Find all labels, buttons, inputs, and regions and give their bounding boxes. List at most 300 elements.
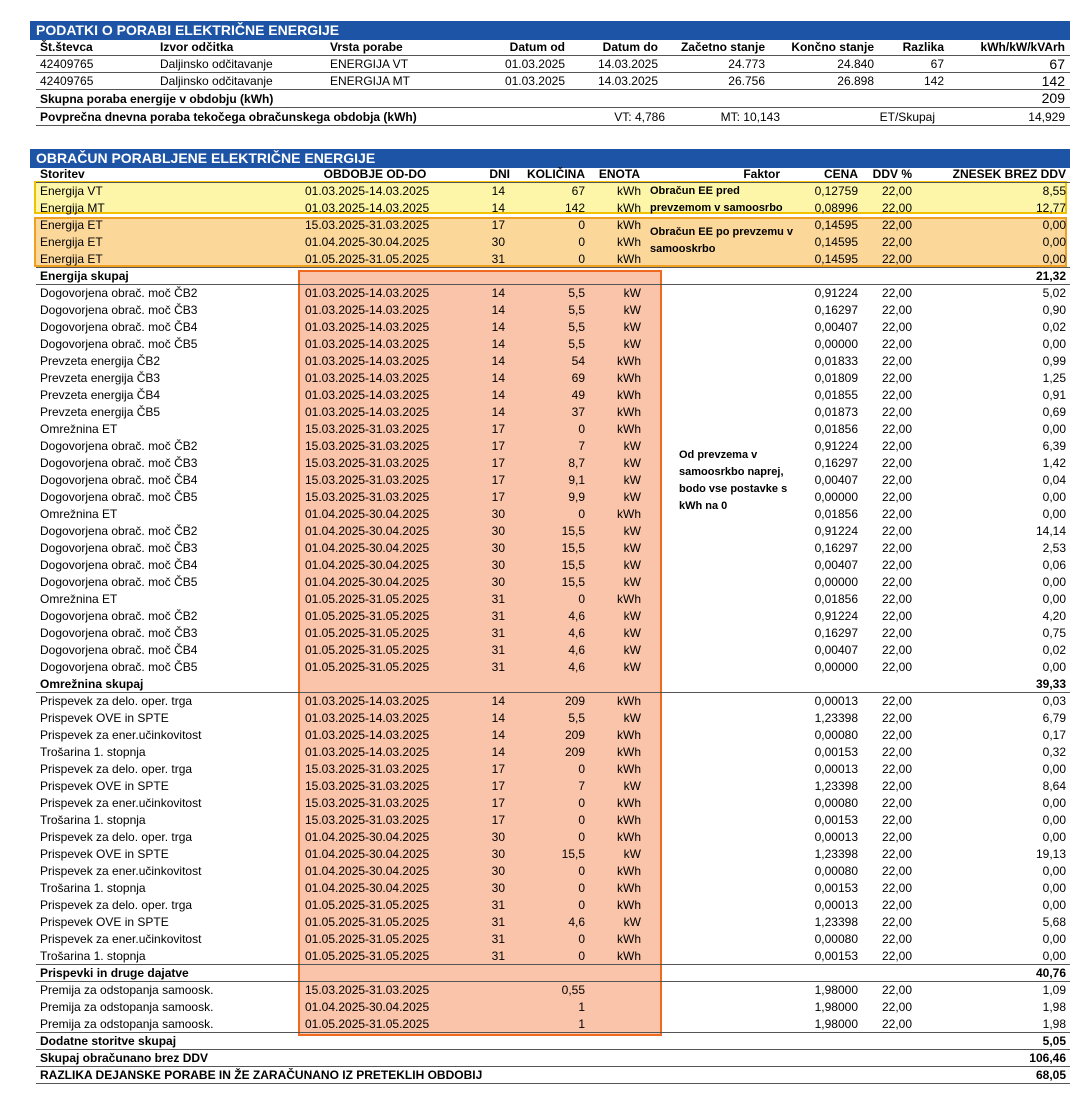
service-name: Dogovorjena obrač. moč ČB2 [40,524,198,538]
table-cell: 15,5 [561,524,585,538]
table-cell: 01.04.2025-30.04.2025 [305,575,430,589]
table-cell: 1,98000 [814,1000,858,1014]
table-cell: 22,00 [881,983,912,997]
table-cell: 30 [491,830,505,844]
table-cell: 0,00013 [814,762,858,776]
table-cell: 7 [578,779,585,793]
table-cell: 4,6 [568,643,585,657]
amount-cell: 1,98 [1042,1000,1066,1014]
table-cell: 209 [564,728,585,742]
col-header: DNI [489,167,510,181]
table-cell: 209 [564,745,585,759]
amount-cell: 0,00 [1042,507,1066,521]
table-cell: 0,14595 [814,218,858,232]
table-cell: 22,00 [881,745,912,759]
amount-cell: 0,00 [1042,592,1066,606]
service-name: Prevzeta energija ČB5 [40,405,161,419]
table-cell: 0,55 [561,983,585,997]
table-cell: 22,00 [881,932,912,946]
service-name: Trošarina 1. stopnja [40,745,146,759]
table-cell: 22,00 [881,422,912,436]
service-name: Dogovorjena obrač. moč ČB5 [40,337,198,351]
table-cell: kW [623,643,641,657]
table-cell: 26.756 [728,74,765,88]
table-cell: 14 [491,354,505,368]
table-cell: kWh [617,898,641,912]
table-cell: 30 [491,524,505,538]
table-cell: 15.03.2025-31.03.2025 [305,762,430,776]
service-name: Dogovorjena obrač. moč ČB3 [40,626,198,640]
table-cell: 0,01856 [814,592,858,606]
service-name: Prispevek za ener.učinkovitost [40,864,202,878]
table-cell: 01.03.2025-14.03.2025 [305,711,430,725]
table-cell: 24.840 [837,57,874,71]
table-cell: 1,98000 [814,1017,858,1031]
table-cell: kWh [617,728,641,742]
table-cell: kW [623,779,641,793]
table-cell: 0,01833 [814,354,858,368]
table-cell: 14.03.2025 [597,57,658,71]
table-cell: 0 [578,881,585,895]
amount-cell: 6,79 [1042,711,1066,725]
note-line: Obračun EE po prevzemu v [650,226,794,238]
table-cell: 01.03.2025-14.03.2025 [305,745,430,759]
service-name: Prispevek OVE in SPTE [40,847,169,861]
table-cell: 22,00 [881,626,912,640]
table-cell: 15,5 [561,575,585,589]
table-cell: 24.773 [728,57,765,71]
table-cell: 15.03.2025-31.03.2025 [305,473,430,487]
amount-cell: 0,00 [1042,660,1066,674]
amount-cell: 1,09 [1042,983,1066,997]
table-cell: 14 [491,201,505,215]
table-cell: 14 [491,728,505,742]
table-cell: 22,00 [881,592,912,606]
service-name: Dogovorjena obrač. moč ČB5 [40,660,198,674]
table-cell: 1,23398 [814,915,858,929]
table-cell: 9,1 [568,473,585,487]
table-cell: 0,01855 [814,388,858,402]
table-cell: 22,00 [881,779,912,793]
table-cell: 30 [491,541,505,555]
table-cell: 22,00 [881,490,912,504]
service-name: Prispevek za delo. oper. trga [40,898,193,912]
service-name: RAZLIKA DEJANSKE PORABE IN ŽE ZARAČUNANO IZ PRETEKLIH OBDOBIJ [40,1068,483,1082]
table-cell: 0 [578,422,585,436]
divider [36,125,1070,126]
table-cell: 0,16297 [814,456,858,470]
col-header: KOLIČINA [527,167,585,181]
col-header: ZNESEK BREZ DDV [952,167,1066,181]
service-name: Trošarina 1. stopnja [40,813,146,827]
service-name: Dogovorjena obrač. moč ČB2 [40,439,198,453]
table-cell: 01.05.2025-31.05.2025 [305,1017,430,1031]
table-cell: 01.03.2025-14.03.2025 [305,320,430,334]
table-cell: 69 [571,371,585,385]
table-cell: 22,00 [881,473,912,487]
service-name: Prevzeta energija ČB4 [40,388,161,402]
amount-cell: 0,75 [1042,626,1066,640]
table-cell: 14 [491,303,505,317]
divider [36,107,1070,108]
table-cell: 209 [564,694,585,708]
table-cell: 1 [578,1017,585,1031]
table-cell: 1 [578,1000,585,1014]
amount-cell: 0,03 [1042,694,1066,708]
table-cell: 17 [491,439,505,453]
table-cell: 14.03.2025 [597,74,658,88]
service-name: Skupaj obračunano brez DDV [40,1051,209,1065]
amount-cell: 1,42 [1042,456,1066,470]
table-cell: 142 [923,74,944,88]
table-cell: 0,00080 [814,796,858,810]
amount-cell: 39,33 [1035,677,1066,691]
table-cell: kWh [617,830,641,844]
amount-cell: 0,06 [1042,558,1066,572]
table-cell: 0,00080 [814,932,858,946]
table-cell: 67 [1049,56,1065,72]
table-cell: 0,01856 [814,422,858,436]
col-header: Storitev [40,167,85,181]
table-cell: 01.05.2025-31.05.2025 [305,932,430,946]
service-name: Dogovorjena obrač. moč ČB3 [40,541,198,555]
col-header: Razlika [902,40,944,54]
table-cell: 0,00407 [814,558,858,572]
table-cell: 01.04.2025-30.04.2025 [305,558,430,572]
table-cell: 22,00 [881,1000,912,1014]
note-before-takeover [650,183,783,217]
table-cell: 31 [491,609,505,623]
amount-cell: 4,20 [1042,609,1066,623]
table-cell: 15.03.2025-31.03.2025 [305,490,430,504]
table-cell: 30 [491,847,505,861]
table-cell: 0,16297 [814,626,858,640]
table-cell: 15.03.2025-31.03.2025 [305,439,430,453]
table-cell: 0,00000 [814,490,858,504]
table-cell: 22,00 [881,405,912,419]
table-cell: 31 [491,898,505,912]
note-line: samoosrkbo naprej, [679,466,784,478]
service-name: Dogovorjena obrač. moč ČB2 [40,609,198,623]
table-cell: 14 [491,337,505,351]
table-cell: 22,00 [881,524,912,538]
table-cell: 0,00153 [814,881,858,895]
col-header: Faktor [743,167,780,181]
service-name: Energija ET [40,235,103,249]
table-cell: 14 [491,711,505,725]
table-cell: 14 [491,388,505,402]
table-cell: kWh [617,796,641,810]
table-cell: 01.05.2025-31.05.2025 [305,643,430,657]
amount-cell: 0,00 [1042,762,1066,776]
table-cell: 0,14595 [814,252,858,266]
service-name: Trošarina 1. stopnja [40,949,146,963]
table-cell: 15,5 [561,847,585,861]
table-cell: 22,00 [881,201,912,215]
table-cell: 01.05.2025-31.05.2025 [305,660,430,674]
table-cell: 0,00000 [814,575,858,589]
amount-cell: 0,00 [1042,796,1066,810]
service-name: Energija VT [40,184,103,198]
amount-cell: 8,55 [1042,184,1066,198]
table-cell: 15.03.2025-31.03.2025 [305,422,430,436]
amount-cell: 106,46 [1029,1051,1066,1065]
table-cell: 01.04.2025-30.04.2025 [305,524,430,538]
amount-cell: 0,02 [1042,320,1066,334]
service-name: Prispevek za delo. oper. trga [40,830,193,844]
table-cell: 22,00 [881,320,912,334]
table-cell: 31 [491,915,505,929]
table-cell: 15.03.2025-31.03.2025 [305,218,430,232]
table-cell: kW [623,575,641,589]
table-cell: 14 [491,694,505,708]
table-cell: 22,00 [881,371,912,385]
table-cell: 31 [491,252,505,266]
table-cell: kWh [617,932,641,946]
table-cell: 17 [491,796,505,810]
amount-cell: 40,76 [1035,966,1066,980]
table-cell: 0 [578,762,585,776]
col-header: ENOTA [598,167,640,181]
table-cell: kWh [617,422,641,436]
service-name: Dogovorjena obrač. moč ČB5 [40,575,198,589]
table-cell: 22,00 [881,762,912,776]
table-cell: 22,00 [881,575,912,589]
table-cell: 01.05.2025-31.05.2025 [305,609,430,623]
note-line: Od prevzema v [679,449,758,461]
table-cell: 15.03.2025-31.03.2025 [305,456,430,470]
table-cell: 01.04.2025-30.04.2025 [305,881,430,895]
table-cell: 22,00 [881,558,912,572]
service-name: Omrežnina ET [40,422,118,436]
total-consumption-value: 209 [1041,90,1065,106]
table-cell: 0,00153 [814,745,858,759]
table-cell: 0,01856 [814,507,858,521]
table-cell: 14 [491,371,505,385]
table-cell: kWh [617,201,641,215]
table-cell: 30 [491,558,505,572]
table-cell: 22,00 [881,847,912,861]
service-name: Prispevek za ener.učinkovitost [40,796,202,810]
table-cell: 4,6 [568,660,585,674]
table-cell: kW [623,660,641,674]
service-name: Prevzeta energija ČB3 [40,371,161,385]
table-cell: 31 [491,592,505,606]
table-cell: 15,5 [561,541,585,555]
table-cell: 01.03.2025-14.03.2025 [305,201,430,215]
table-cell: 5,5 [568,320,585,334]
table-cell: 0 [578,949,585,963]
table-cell: 8,7 [568,456,585,470]
amount-cell: 0,00 [1042,235,1066,249]
note-line: prevzemom v samoosrbo [650,202,783,214]
table-cell: kWh [617,354,641,368]
table-cell: kW [623,337,641,351]
service-name: Dogovorjena obrač. moč ČB3 [40,456,198,470]
col-header: Izvor odčitka [160,40,234,54]
table-cell: 22,00 [881,949,912,963]
col-header: Št.števca [40,40,93,54]
table-cell: 1,23398 [814,847,858,861]
service-name: Prispevki in druge dajatve [40,966,189,980]
table-cell: kWh [617,745,641,759]
table-cell: 1,23398 [814,711,858,725]
table-cell: 42409765 [40,74,94,88]
table-cell: 30 [491,864,505,878]
amount-cell: 0,00 [1042,932,1066,946]
service-name: Premija za odstopanja samoosk. [40,1000,214,1014]
table-cell: 22,00 [881,660,912,674]
table-cell: 22,00 [881,694,912,708]
table-cell: 0,00080 [814,728,858,742]
note-line: Obračun EE pred [650,185,740,197]
table-cell: 17 [491,473,505,487]
table-cell: 0 [578,830,585,844]
table-cell: 22,00 [881,337,912,351]
table-cell: kWh [617,864,641,878]
table-cell: kWh [617,694,641,708]
service-name: Premija za odstopanja samoosk. [40,983,214,997]
service-name: Prispevek OVE in SPTE [40,915,169,929]
avg-et-label: ET/Skupaj [879,110,935,124]
table-cell: kWh [617,371,641,385]
table-cell: 22,00 [881,388,912,402]
amount-cell: 0,00 [1042,252,1066,266]
table-cell: 142 [1041,73,1065,89]
service-name: Dogovorjena obrač. moč ČB3 [40,303,198,317]
table-cell: 0,00000 [814,660,858,674]
table-cell: 0 [578,252,585,266]
table-cell: 01.03.2025 [504,57,565,71]
table-cell: kWh [617,388,641,402]
service-name: Energija ET [40,252,103,266]
table-cell: 1,98000 [814,983,858,997]
table-cell: 49 [571,388,585,402]
table-cell: kW [623,847,641,861]
table-cell: kW [623,439,641,453]
amount-cell: 0,00 [1042,337,1066,351]
table-cell: kW [623,915,641,929]
amount-cell: 6,39 [1042,439,1066,453]
amount-cell: 0,00 [1042,490,1066,504]
table-cell: ENERGIJA VT [330,57,409,71]
table-cell: 0,00407 [814,473,858,487]
table-cell: kWh [617,762,641,776]
table-cell: kW [623,626,641,640]
service-name: Prispevek za ener.učinkovitost [40,728,202,742]
amount-cell: 0,32 [1042,745,1066,759]
col-header: DDV % [872,167,912,181]
table-cell: 17 [491,813,505,827]
table-cell: 26.898 [837,74,874,88]
amount-cell: 5,02 [1042,286,1066,300]
table-cell: 22,00 [881,864,912,878]
col-header: CENA [823,167,858,181]
table-cell: 0,00407 [814,320,858,334]
table-cell: 14 [491,286,505,300]
table-cell: 01.03.2025-14.03.2025 [305,303,430,317]
service-name: Energija MT [40,201,105,215]
table-cell: kW [623,711,641,725]
table-cell: 5,5 [568,286,585,300]
service-name: Dogovorjena obrač. moč ČB4 [40,320,198,334]
table-cell: 22,00 [881,643,912,657]
table-cell: 0,12759 [814,184,858,198]
table-cell: 22,00 [881,439,912,453]
amount-cell: 0,17 [1042,728,1066,742]
service-name: Dogovorjena obrač. moč ČB5 [40,490,198,504]
service-name: Prispevek OVE in SPTE [40,711,169,725]
table-cell: 0,00407 [814,643,858,657]
amount-cell: 0,91 [1042,388,1066,402]
table-cell: 22,00 [881,456,912,470]
service-name: Trošarina 1. stopnja [40,881,146,895]
billing-section-title: OBRAČUN PORABLJENE ELEKTRIČNE ENERGIJE [30,149,1070,168]
table-cell: 22,00 [881,1017,912,1031]
amount-cell: 0,00 [1042,898,1066,912]
service-name: Premija za odstopanja samoosk. [40,1017,214,1031]
table-cell: 0 [578,507,585,521]
table-cell: 22,00 [881,303,912,317]
table-cell: 22,00 [881,609,912,623]
table-cell: 22,00 [881,218,912,232]
table-cell: 0,91224 [814,524,858,538]
service-name: Prevzeta energija ČB2 [40,354,161,368]
table-cell: kW [623,286,641,300]
table-cell: kWh [617,949,641,963]
amount-cell: 0,00 [1042,881,1066,895]
table-cell: 31 [491,643,505,657]
table-cell: 0,91224 [814,286,858,300]
table-cell: 0,00080 [814,864,858,878]
table-cell: 14 [491,745,505,759]
service-name: Dogovorjena obrač. moč ČB2 [40,286,198,300]
table-cell: 01.05.2025-31.05.2025 [305,626,430,640]
col-header: Datum do [602,40,658,54]
table-cell: 0 [578,592,585,606]
table-cell: 30 [491,507,505,521]
avg-vt-value: VT: 4,786 [614,110,665,124]
col-header: kWh/kW/kVArh [980,40,1065,54]
table-cell: 17 [491,762,505,776]
table-cell: 0,91224 [814,609,858,623]
table-cell: 0 [578,796,585,810]
table-cell: kWh [617,218,641,232]
table-cell: 22,00 [881,728,912,742]
table-cell: 0,00013 [814,830,858,844]
divider [36,89,1070,90]
table-cell: 22,00 [881,252,912,266]
amount-cell: 19,13 [1035,847,1066,861]
table-cell: kWh [617,252,641,266]
service-name: Prispevek za delo. oper. trga [40,694,193,708]
service-name: Dodatne storitve skupaj [40,1034,177,1048]
table-cell: 01.04.2025-30.04.2025 [305,864,430,878]
table-cell: 42409765 [40,57,94,71]
amount-cell: 2,53 [1042,541,1066,555]
table-cell: 01.03.2025-14.03.2025 [305,405,430,419]
col-header: Datum od [509,40,565,54]
table-cell: Daljinsko odčitavanje [160,74,273,88]
table-cell: 22,00 [881,915,912,929]
amount-cell: 0,00 [1042,864,1066,878]
table-cell: 0,14595 [814,235,858,249]
table-cell: kW [623,490,641,504]
table-cell: 0 [578,932,585,946]
service-name: Prispevek OVE in SPTE [40,779,169,793]
table-cell: 22,00 [881,881,912,895]
table-cell: 30 [491,575,505,589]
